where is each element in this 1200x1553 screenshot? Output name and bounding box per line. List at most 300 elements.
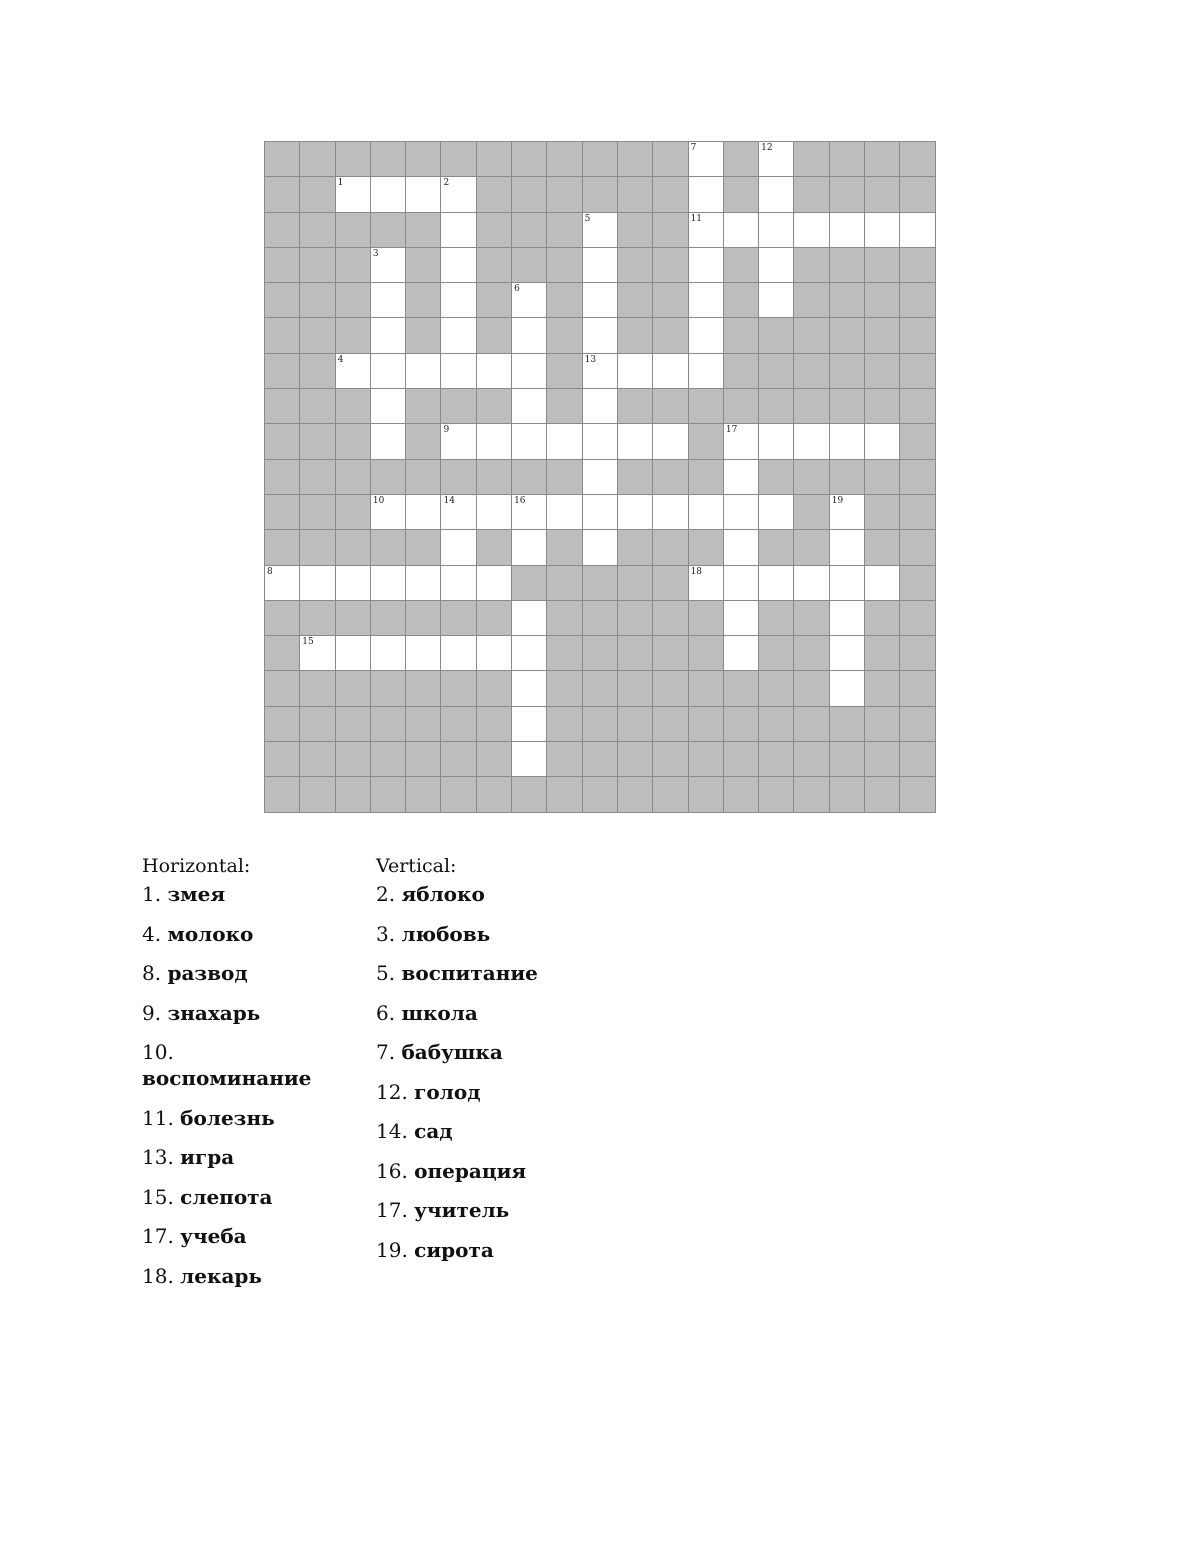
blocked-cell [618,636,653,671]
answer-cell[interactable] [512,742,547,777]
blocked-cell [512,248,547,283]
answer-cell[interactable] [830,636,865,671]
blocked-cell [547,177,582,212]
blocked-cell [547,566,582,601]
answer-cell[interactable] [441,177,476,212]
answer-cell[interactable] [759,142,794,177]
answer-cell[interactable] [689,248,724,283]
answer-cell[interactable] [371,354,406,389]
answer-cell[interactable] [653,424,688,459]
answer-cell[interactable] [371,389,406,424]
answer-cell[interactable] [300,636,335,671]
blocked-cell [653,142,688,177]
blocked-cell [406,248,441,283]
blocked-cell [794,354,829,389]
blocked-cell [477,530,512,565]
clue-number: 2 [443,178,450,189]
blocked-cell [300,318,335,353]
answer-cell[interactable] [689,142,724,177]
clue-item [376,1197,596,1223]
answer-cell[interactable] [830,213,865,248]
clue-item-word: сад [414,1119,453,1143]
answer-cell[interactable] [759,248,794,283]
blocked-cell [336,142,371,177]
blocked-cell [406,742,441,777]
answer-cell[interactable] [441,495,476,530]
blocked-cell [618,460,653,495]
answer-cell[interactable] [830,601,865,636]
answer-cell[interactable] [512,389,547,424]
blocked-cell [547,777,582,812]
answer-cell[interactable] [689,177,724,212]
clue-number: 11 [690,213,703,224]
clue-number: 7 [690,143,697,153]
clue-item-word: слепота [180,1184,273,1209]
blocked-cell [618,283,653,318]
clue-item-number: 10. [142,1040,174,1064]
answer-cell[interactable] [371,566,406,601]
blocked-cell [336,460,371,495]
answer-cell[interactable] [583,424,618,459]
blocked-cell [794,318,829,353]
blocked-cell [336,424,371,459]
blocked-cell [300,424,335,459]
answer-cell[interactable] [477,636,512,671]
blocked-cell [371,460,406,495]
answer-cell[interactable] [371,424,406,459]
blocked-cell [830,742,865,777]
blocked-cell [900,742,935,777]
answer-cell[interactable] [512,283,547,318]
clue-item-word: лекарь [180,1263,262,1288]
answer-cell[interactable] [759,177,794,212]
answer-cell[interactable] [794,213,829,248]
answer-cell[interactable] [583,460,618,495]
blocked-cell [900,142,935,177]
answer-cell[interactable] [583,318,618,353]
answer-cell[interactable] [441,636,476,671]
blocked-cell [653,389,688,424]
answer-cell[interactable] [512,318,547,353]
blocked-cell [265,283,300,318]
answer-cell[interactable] [689,495,724,530]
blocked-cell [300,142,335,177]
answer-cell[interactable] [441,283,476,318]
blocked-cell [441,707,476,742]
clue-number: 9 [443,425,450,436]
clue-number: 6 [514,284,520,295]
answer-cell[interactable] [547,424,582,459]
blocked-cell [900,636,935,671]
blocked-cell [724,354,759,389]
blocked-cell [336,213,371,248]
blocked-cell [618,177,653,212]
blocked-cell [830,389,865,424]
answer-cell[interactable] [759,283,794,318]
blocked-cell [512,566,547,601]
blocked-cell [689,424,724,459]
answer-cell[interactable] [830,495,865,530]
answer-cell[interactable] [689,283,724,318]
clue-item-number: 8. [142,961,162,985]
blocked-cell [900,248,935,283]
horizontal-heading: Horizontal: [142,855,251,877]
blocked-cell [653,601,688,636]
answer-cell[interactable] [653,354,688,389]
blocked-cell [759,742,794,777]
answer-cell[interactable] [900,213,935,248]
blocked-cell [865,177,900,212]
answer-cell[interactable] [336,566,371,601]
answer-cell[interactable] [759,566,794,601]
blocked-cell [265,177,300,212]
blocked-cell [265,213,300,248]
blocked-cell [618,707,653,742]
blocked-cell [689,389,724,424]
answer-cell[interactable] [618,495,653,530]
blocked-cell [406,671,441,706]
clue-item-number: 4. [142,921,162,946]
answer-cell[interactable] [583,213,618,248]
answer-cell[interactable] [583,495,618,530]
clue-item-word: воспоминание [142,1066,312,1090]
blocked-cell [865,318,900,353]
blocked-cell [300,530,335,565]
blocked-cell [653,566,688,601]
blocked-cell [900,318,935,353]
answer-cell[interactable] [794,424,829,459]
blocked-cell [336,742,371,777]
blocked-cell [618,671,653,706]
answer-cell[interactable] [583,389,618,424]
clue-item-word: игра [180,1145,235,1169]
clue-item-word: болезнь [180,1105,275,1130]
answer-cell[interactable] [371,495,406,530]
blocked-cell [265,318,300,353]
blocked-cell [406,389,441,424]
blocked-cell [265,707,300,742]
blocked-cell [830,354,865,389]
answer-cell[interactable] [441,566,476,601]
blocked-cell [618,248,653,283]
blocked-cell [265,636,300,671]
blocked-cell [900,283,935,318]
blocked-cell [300,354,335,389]
blocked-cell [583,142,618,177]
blocked-cell [371,742,406,777]
answer-cell[interactable] [724,530,759,565]
blocked-cell [547,530,582,565]
answer-cell[interactable] [512,530,547,565]
blocked-cell [441,389,476,424]
blocked-cell [336,283,371,318]
answer-cell[interactable] [794,566,829,601]
blocked-cell [759,707,794,742]
clue-number: 12 [761,143,773,153]
blocked-cell [336,495,371,530]
blocked-cell [689,707,724,742]
blocked-cell [830,177,865,212]
answer-cell[interactable] [865,424,900,459]
blocked-cell [477,213,512,248]
answer-cell[interactable] [689,354,724,389]
blocked-cell [618,777,653,812]
blocked-cell [406,601,441,636]
answer-cell[interactable] [406,495,441,530]
blocked-cell [865,671,900,706]
blocked-cell [794,177,829,212]
blocked-cell [794,671,829,706]
clue-item [376,1237,596,1263]
answer-cell[interactable] [547,495,582,530]
blocked-cell [300,707,335,742]
answer-cell[interactable] [441,530,476,565]
answer-cell[interactable] [336,636,371,671]
answer-cell[interactable] [477,354,512,389]
answer-cell[interactable] [406,636,441,671]
blocked-cell [477,177,512,212]
clue-item-number: 9. [142,1000,162,1025]
blocked-cell [759,530,794,565]
blocked-cell [618,566,653,601]
answer-cell[interactable] [512,495,547,530]
blocked-cell [900,707,935,742]
blocked-cell [336,248,371,283]
answer-cell[interactable] [512,671,547,706]
answer-cell[interactable] [724,566,759,601]
clue-item [376,960,596,986]
clue-item-number: 19. [376,1237,408,1262]
answer-cell[interactable] [724,460,759,495]
answer-cell[interactable] [759,495,794,530]
answer-cell[interactable] [830,530,865,565]
answer-cell[interactable] [406,566,441,601]
blocked-cell [477,742,512,777]
answer-cell[interactable] [512,354,547,389]
answer-cell[interactable] [865,566,900,601]
answer-cell[interactable] [336,354,371,389]
blocked-cell [759,601,794,636]
clue-item [142,1184,332,1210]
blocked-cell [336,389,371,424]
answer-cell[interactable] [583,283,618,318]
clue-item-number: 17. [376,1198,408,1222]
blocked-cell [724,318,759,353]
blocked-cell [865,707,900,742]
clue-item-word: бабушка [401,1040,503,1064]
blocked-cell [547,142,582,177]
answer-cell[interactable] [300,566,335,601]
answer-cell[interactable] [406,177,441,212]
answer-cell[interactable] [477,424,512,459]
vertical-clues [376,853,596,1276]
answer-cell[interactable] [512,424,547,459]
blocked-cell [900,389,935,424]
answer-cell[interactable] [583,248,618,283]
blocked-cell [759,671,794,706]
answer-cell[interactable] [653,495,688,530]
answer-cell[interactable] [512,601,547,636]
clue-item [142,1144,332,1170]
blocked-cell [406,460,441,495]
blocked-cell [794,777,829,812]
answer-cell[interactable] [724,213,759,248]
blocked-cell [265,530,300,565]
blocked-cell [653,213,688,248]
clue-item-word: змея [167,882,226,906]
answer-cell[interactable] [441,354,476,389]
answer-cell[interactable] [583,530,618,565]
blocked-cell [300,248,335,283]
blocked-cell [336,318,371,353]
blocked-cell [547,318,582,353]
blocked-cell [865,248,900,283]
clue-number: 13 [584,354,597,365]
blocked-cell [618,601,653,636]
answer-cell[interactable] [759,213,794,248]
answer-cell[interactable] [724,601,759,636]
answer-cell[interactable] [477,566,512,601]
answer-cell[interactable] [689,566,724,601]
blocked-cell [653,671,688,706]
blocked-cell [477,707,512,742]
answer-cell[interactable] [371,248,406,283]
answer-cell[interactable] [441,248,476,283]
blocked-cell [900,566,935,601]
blocked-cell [265,424,300,459]
blocked-cell [300,283,335,318]
blocked-cell [300,460,335,495]
clue-number: 16 [514,495,526,506]
answer-cell[interactable] [512,707,547,742]
answer-cell[interactable] [441,424,476,459]
blocked-cell [759,777,794,812]
clue-item-number: 7. [376,1040,396,1064]
answer-cell[interactable] [689,318,724,353]
blocked-cell [689,671,724,706]
answer-cell[interactable] [406,354,441,389]
answer-cell[interactable] [441,213,476,248]
answer-cell[interactable] [830,671,865,706]
clue-number: 10 [372,495,385,506]
answer-cell[interactable] [689,213,724,248]
clue-item [142,1039,332,1091]
blocked-cell [618,389,653,424]
blocked-cell [477,671,512,706]
blocked-cell [794,707,829,742]
blocked-cell [300,742,335,777]
blocked-cell [865,389,900,424]
blocked-cell [371,530,406,565]
answer-cell[interactable] [618,424,653,459]
clue-number: 5 [584,213,591,224]
blocked-cell [441,742,476,777]
clue-number: 15 [302,637,314,648]
blocked-cell [653,742,688,777]
answer-cell[interactable] [371,636,406,671]
blocked-cell [406,777,441,812]
clue-item-word: воспитание [401,961,538,985]
answer-cell[interactable] [371,318,406,353]
answer-cell[interactable] [371,283,406,318]
blocked-cell [794,283,829,318]
blocked-cell [830,248,865,283]
blocked-cell [689,530,724,565]
clue-item [376,881,596,907]
blocked-cell [759,636,794,671]
blocked-cell [547,671,582,706]
blocked-cell [265,495,300,530]
blocked-cell [406,530,441,565]
answer-cell[interactable] [724,424,759,459]
blocked-cell [794,142,829,177]
blocked-cell [336,671,371,706]
clue-item-number: 5. [376,961,396,985]
answer-cell[interactable] [830,424,865,459]
blocked-cell [689,460,724,495]
blocked-cell [406,283,441,318]
answer-cell[interactable] [865,213,900,248]
blocked-cell [865,636,900,671]
blocked-cell [830,777,865,812]
blocked-cell [724,777,759,812]
clue-item [142,1105,332,1131]
answer-cell[interactable] [724,636,759,671]
blocked-cell [653,777,688,812]
blocked-cell [371,777,406,812]
blocked-cell [794,248,829,283]
blocked-cell [865,530,900,565]
answer-cell[interactable] [371,177,406,212]
blocked-cell [477,283,512,318]
clue-item-number: 13. [142,1145,174,1169]
blocked-cell [759,389,794,424]
blocked-cell [900,530,935,565]
clue-item [376,1000,596,1026]
blocked-cell [900,177,935,212]
clue-item-word: операция [414,1158,527,1183]
clue-item-number: 6. [376,1000,396,1025]
answer-cell[interactable] [477,495,512,530]
clue-item-word: учитель [414,1198,510,1222]
answer-cell[interactable] [336,177,371,212]
answer-cell[interactable] [830,566,865,601]
blocked-cell [900,671,935,706]
clue-item-word: молоко [167,921,254,946]
blocked-cell [477,601,512,636]
blocked-cell [547,248,582,283]
answer-cell[interactable] [618,354,653,389]
blocked-cell [512,142,547,177]
answer-cell[interactable] [583,354,618,389]
blocked-cell [547,601,582,636]
clue-item-number: 2. [376,882,396,906]
answer-cell[interactable] [724,495,759,530]
blocked-cell [900,354,935,389]
blocked-cell [653,636,688,671]
answer-cell[interactable] [759,424,794,459]
answer-cell[interactable] [512,636,547,671]
blocked-cell [477,389,512,424]
answer-cell[interactable] [265,566,300,601]
blocked-cell [794,495,829,530]
blocked-cell [477,142,512,177]
blocked-cell [583,177,618,212]
blocked-cell [371,601,406,636]
blocked-cell [583,601,618,636]
answer-cell[interactable] [441,318,476,353]
clue-number: 8 [267,566,273,577]
